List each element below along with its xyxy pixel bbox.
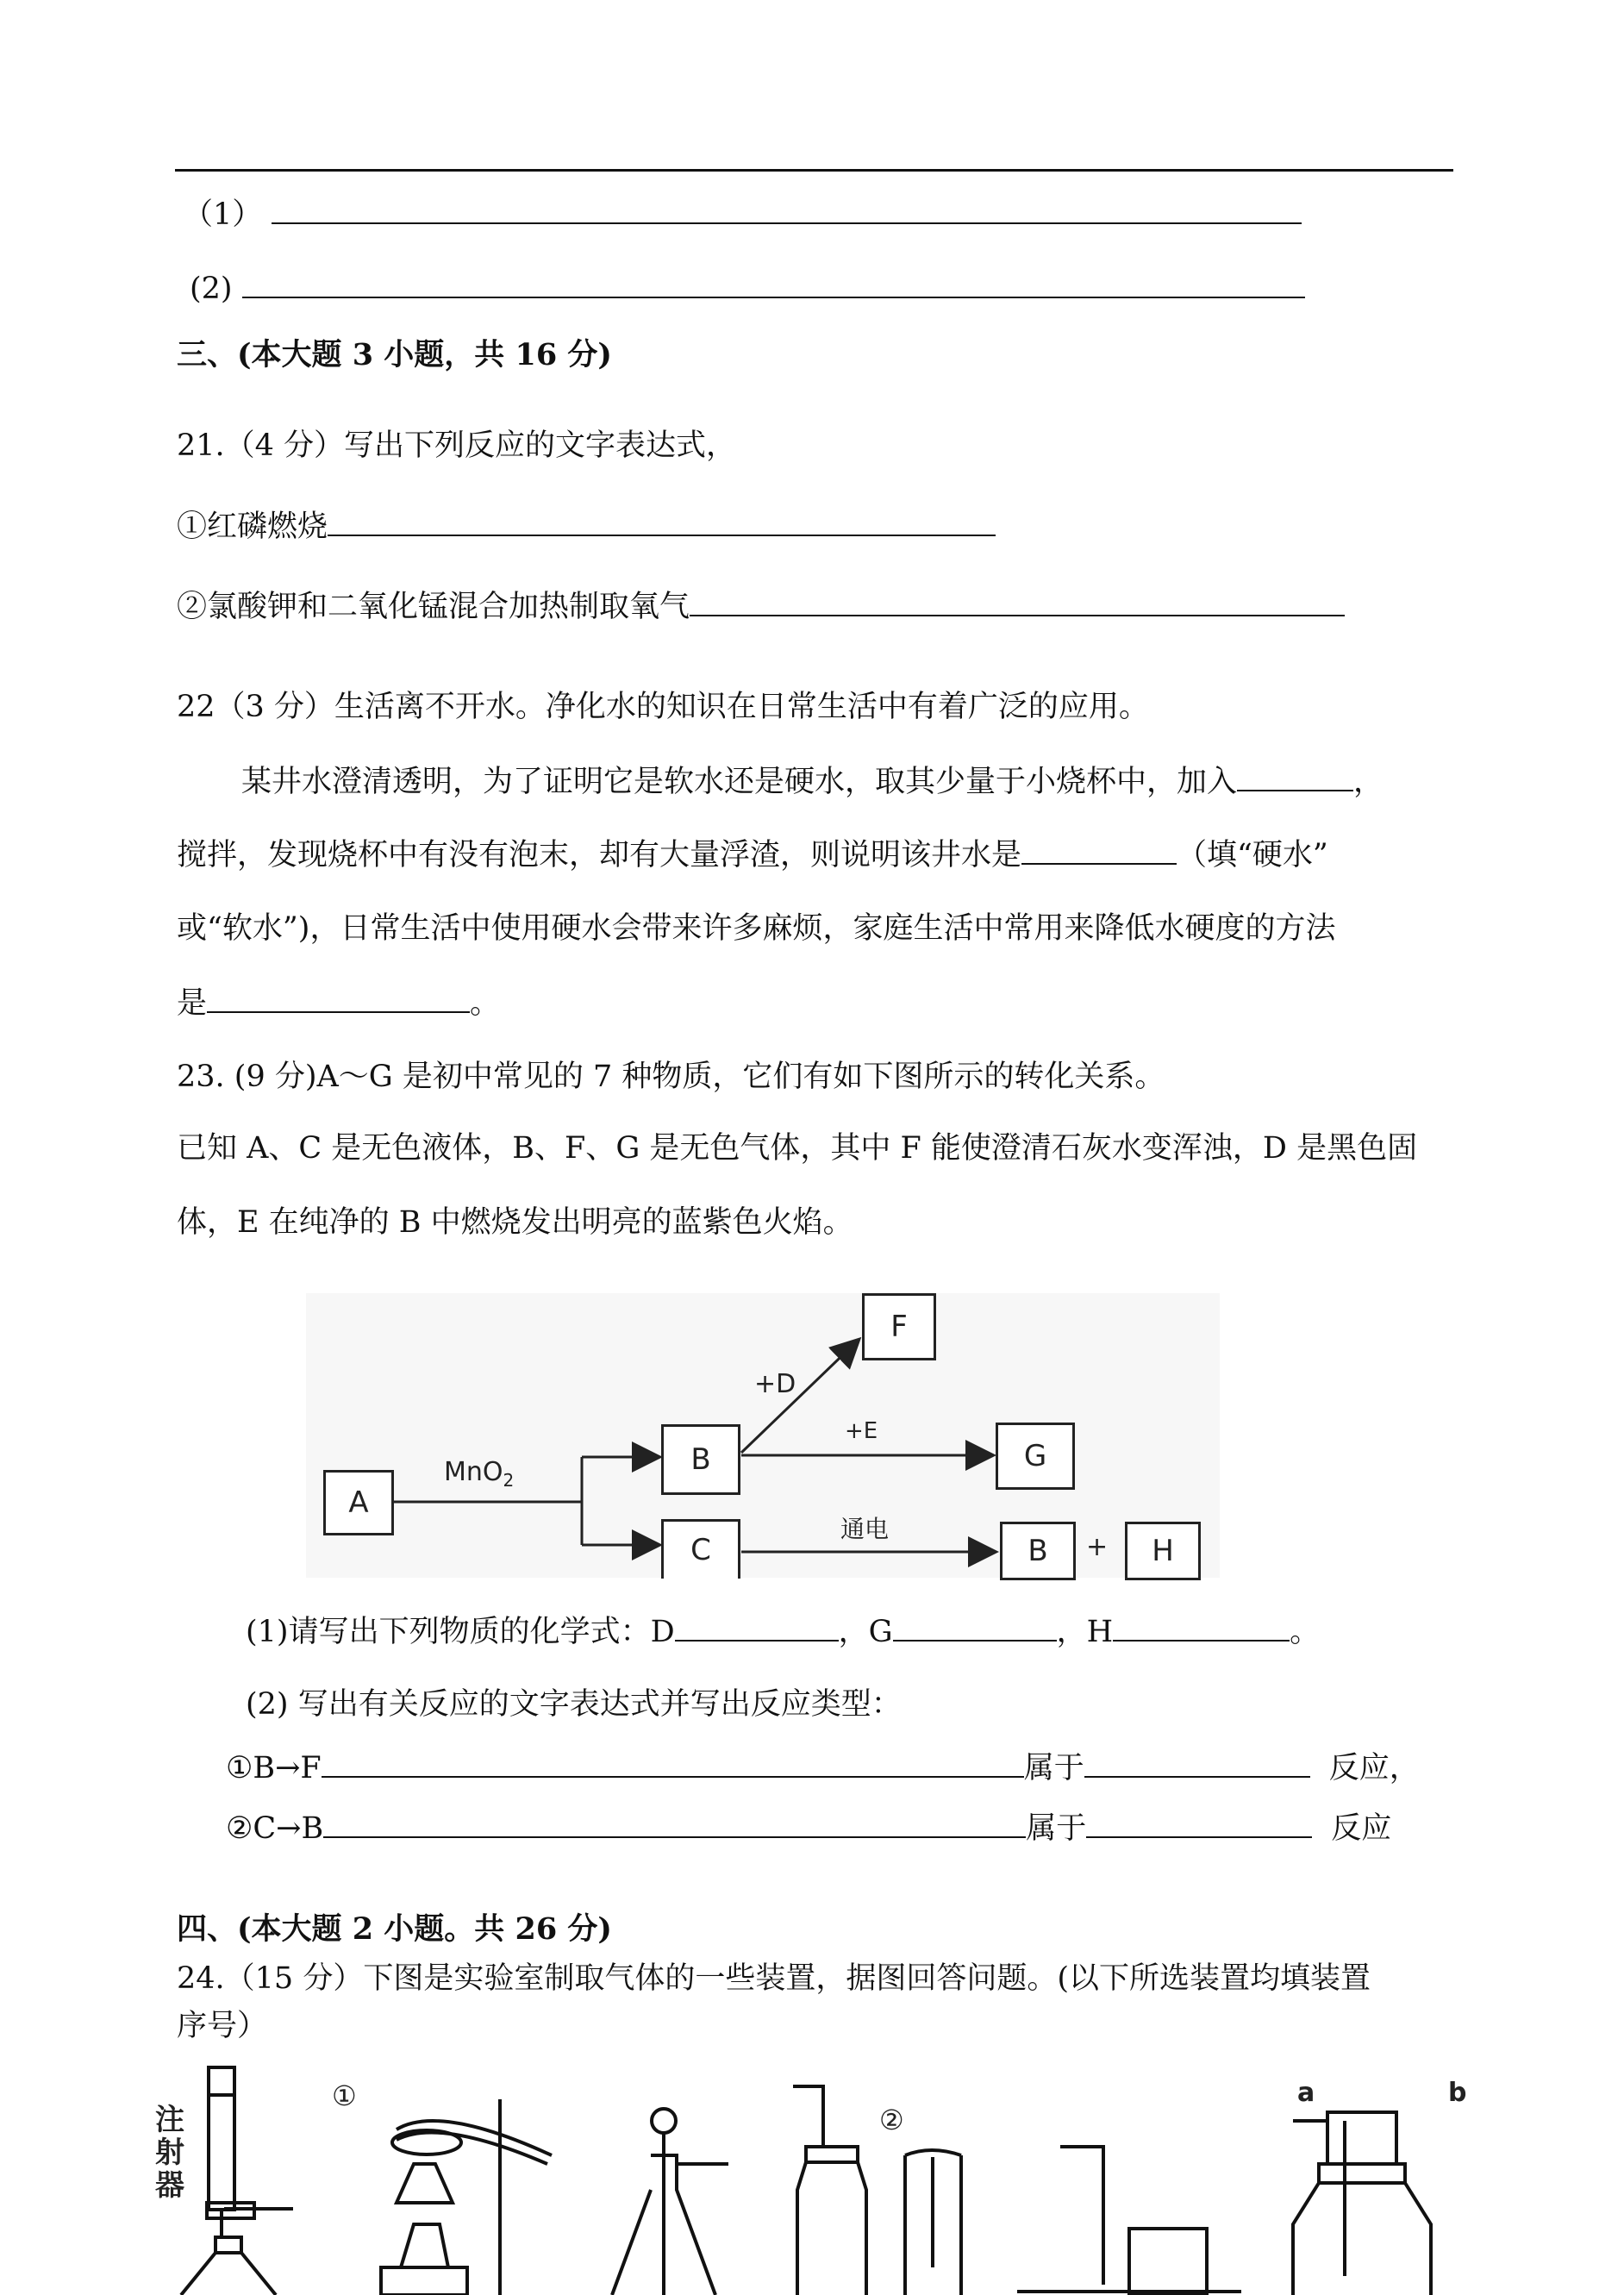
q21-sub1-blank[interactable] xyxy=(328,509,996,536)
q24-line1: 24.（15 分）下图是实验室制取气体的一些装置，据图回答问题。(以下所选装置均填装置 xyxy=(177,1961,1371,1996)
q23-sub1-end: 。 xyxy=(1290,1615,1321,1649)
answer-label-2: (2) xyxy=(190,272,233,306)
box-g: G xyxy=(996,1423,1075,1490)
label-electrolysis: 通电 xyxy=(840,1515,890,1543)
q23-reaction1 xyxy=(226,1750,1420,1785)
q21-stem: 21.（4 分）写出下列反应的文字表达式， xyxy=(177,428,737,463)
apparatus-mark-2: ② xyxy=(879,2104,904,2136)
q22-line2-text: 搅拌，发现烧杯中有没有泡末，却有大量浮渣，则说明该井水是 xyxy=(177,838,1022,872)
q21-sub1 xyxy=(177,509,996,544)
q23-blank-d[interactable] xyxy=(675,1614,839,1642)
q23-sub1-g: ，G xyxy=(838,1615,893,1649)
q23-sub2: (2) 写出有关反应的文字表达式并写出反应类型： xyxy=(246,1687,902,1722)
q22-line2 xyxy=(177,837,1328,872)
box-a: A xyxy=(323,1470,394,1535)
q23-stem: 23. (9 分)A～G 是初中常见的 7 种物质，它们有如下图所示的转化关系。 xyxy=(177,1060,1165,1094)
answer-row-2 xyxy=(190,271,1305,306)
box-h: H xyxy=(1125,1522,1201,1580)
q21-sub2 xyxy=(177,589,1345,624)
q23-diagram-arrows xyxy=(306,1293,1220,1578)
box-b: B xyxy=(661,1424,740,1495)
q22-line4-text: 是 xyxy=(177,986,208,1021)
q22-line1-end: ， xyxy=(1353,765,1384,799)
port-b-label: b xyxy=(1448,2078,1467,2108)
box-b2: B xyxy=(1000,1522,1076,1580)
q23-r1-blank-eq[interactable] xyxy=(322,1750,1024,1778)
answer-label-1: （1） xyxy=(183,197,263,232)
label-mno2-text: MnO xyxy=(444,1457,503,1487)
q22-line1-text: 某井水澄清透明，为了证明它是软水还是硬水，取其少量于小烧杯中，加入 xyxy=(241,765,1238,799)
q23-r1-end: 反应， xyxy=(1328,1751,1420,1785)
q22-line4 xyxy=(177,985,500,1021)
label-plus: + xyxy=(1086,1532,1109,1562)
q23-r2-blank-eq[interactable] xyxy=(323,1810,1026,1838)
q23-r2-end: 反应 xyxy=(1331,1811,1392,1846)
q23-diagram xyxy=(306,1293,1220,1578)
label-plus-e: +E xyxy=(845,1418,878,1444)
section4-heading: 四、(本大题 2 小题。共 26 分) xyxy=(177,1911,612,1947)
q23-desc2: 体，E 在纯净的 B 中燃烧发出明亮的蓝紫色火焰。 xyxy=(177,1205,853,1240)
label-plus-d: +D xyxy=(754,1369,796,1399)
q21-sub2-blank[interactable] xyxy=(690,589,1345,616)
q23-sub1-h: ，H xyxy=(1056,1615,1114,1649)
label-mno2 xyxy=(444,1457,514,1491)
q23-desc1: 已知 A、C 是无色液体，B、F、G 是无色气体，其中 F 能使澄清石灰水变浑浊，D 是黑色固 xyxy=(177,1131,1418,1166)
q23-r1-belongs: 属于 xyxy=(1023,1751,1084,1785)
header-rule xyxy=(175,169,1453,172)
q23-r2-blank-type[interactable] xyxy=(1086,1810,1312,1838)
q23-blank-g[interactable] xyxy=(893,1614,1057,1642)
q22-stem: 22（3 分）生活离不开水。净化水的知识在日常生活中有着广泛的应用。 xyxy=(177,690,1149,724)
q23-sub1 xyxy=(246,1614,1320,1649)
q22-line1 xyxy=(241,764,1384,799)
q23-sub1-text: (1)请写出下列物质的化学式：D xyxy=(246,1615,675,1649)
q22-line2-end: （填“硬水” xyxy=(1177,838,1328,872)
q22-line4-end: 。 xyxy=(470,986,501,1021)
box-f: F xyxy=(862,1293,936,1360)
q23-r1-blank-type[interactable] xyxy=(1084,1750,1310,1778)
syringe-label: 注射器 xyxy=(155,2103,184,2203)
q21-sub2-text: ②氯酸钾和二氧化锰混合加热制取氧气 xyxy=(177,590,690,624)
q24-line2: 序号） xyxy=(177,2009,268,2043)
q23-reaction2 xyxy=(226,1810,1391,1846)
q23-r1-label: ①B→F xyxy=(226,1751,322,1785)
box-c: C xyxy=(661,1519,740,1579)
answer-blank-2[interactable] xyxy=(242,271,1305,298)
answer-blank-1[interactable] xyxy=(272,197,1302,224)
q23-r2-belongs: 属于 xyxy=(1026,1811,1087,1846)
q23-blank-h[interactable] xyxy=(1113,1614,1290,1642)
q21-sub1-text: ①红磷燃烧 xyxy=(177,510,328,544)
label-mno2-sub: 2 xyxy=(503,1470,515,1491)
answer-row-1 xyxy=(183,197,1302,232)
q22-blank-water-type[interactable] xyxy=(1021,837,1177,865)
q22-line3: 或“软水”)，日常生活中使用硬水会带来许多麻烦，家庭生活中常用来降低水硬度的方法 xyxy=(177,911,1336,946)
q22-blank-reagent[interactable] xyxy=(1237,764,1353,791)
q22-blank-method[interactable] xyxy=(207,985,470,1013)
q24-apparatus xyxy=(155,2060,1500,2295)
port-a-label: a xyxy=(1297,2078,1315,2108)
section3-heading: 三、(本大题 3 小题，共 16 分) xyxy=(177,337,612,372)
apparatus-mark-1: ① xyxy=(332,2079,357,2112)
q23-r2-label: ②C→B xyxy=(226,1811,324,1846)
